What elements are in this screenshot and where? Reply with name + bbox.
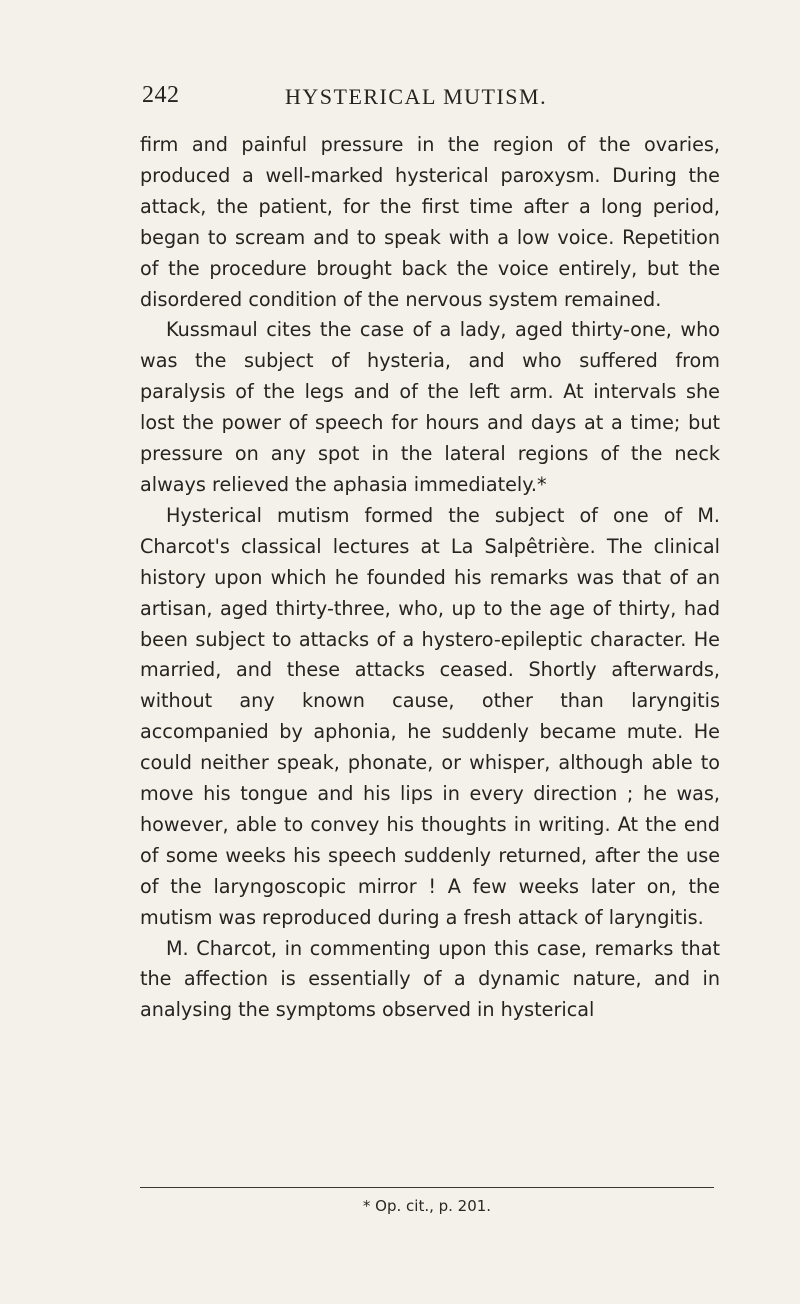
- footnote-divider: [140, 1187, 714, 1188]
- running-head: HYSTERICAL MUTISM.: [285, 84, 548, 109]
- body-text: [140, 130, 720, 1026]
- paragraph-continuation: firm and painful pressure in the region of the ovaries, produced a well-marked hysterical paroxysm. During the attack, the patient, for the first time after a long period, began to scream and to speak with a low voice. Repetition of the procedure brought back the voice entirely, but the disordered condition of the nervous system remained.: [140, 133, 720, 311]
- paragraph-charcot-commentary: M. Charcot, in commenting upon this case, remarks that the affection is essentially of a dynamic nature, and in analysing the symptoms observed in hysterical: [140, 936, 720, 1022]
- paragraph-kussmaul: Kussmaul cites the case of a lady, aged thirty-one, who was the subject of hysteria, and who suffered from paralysis of the legs and of the left arm. At intervals she lost the power of speech for hours and days at a time; but pressure on any spot in the lateral regions of the neck always relieved the aphasia immediately.*: [140, 318, 720, 496]
- paragraph-charcot-lecture: Hysterical mutism formed the subject of one of M. Charcot's classical lectures at La Salpêtrière. The clinical history upon which he founded his remarks was that of an artisan, aged thirty-three, who, up to the age of thirty, had been subject to attacks of a hystero-epileptic character. He married, and these attacks ceased. Shortly afterwards, without any known cause, other than laryngitis accompanied by aphonia, he suddenly became mute. He could neither speak, phonate, or whisper, although able to move his tongue and his lips in every direction ; he was, however, able to convey his thoughts in writing. At the end of some weeks his speech suddenly returned, after the use of the laryngoscopic mirror ! A few weeks later on, the mutism was reproduced during a fresh attack of laryngitis.: [140, 503, 720, 929]
- footnote: * Op. cit., p. 201.: [362, 1197, 492, 1215]
- page-header: [120, 82, 720, 118]
- page-number: 242: [142, 82, 180, 108]
